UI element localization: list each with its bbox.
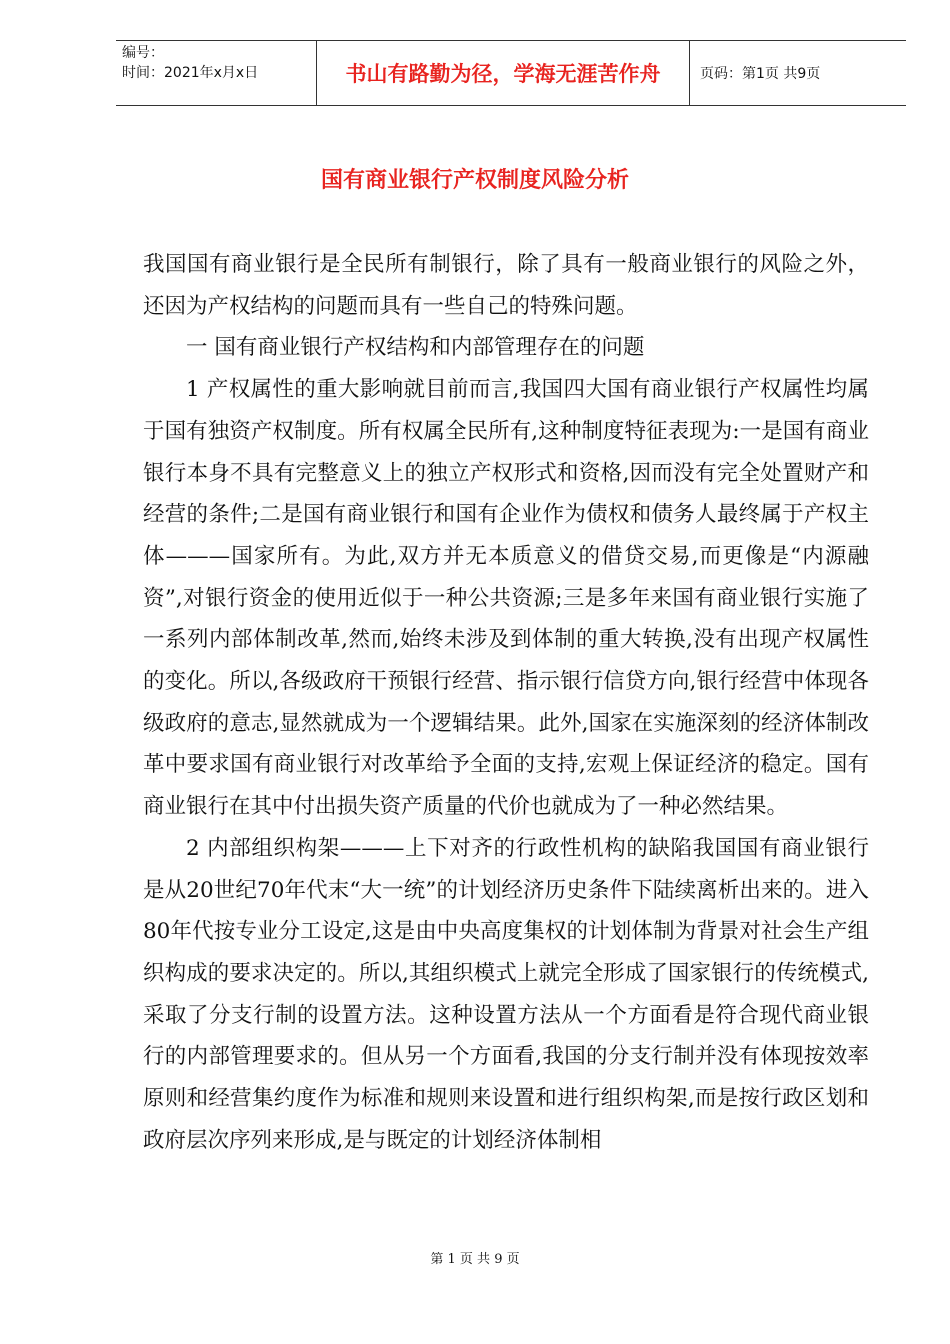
section-heading-1: 一 国有商业银行产权结构和内部管理存在的问题 (186, 335, 645, 361)
document-time-label: 时间：2021年x月x日 (122, 65, 259, 81)
page-footer: 第 1 页 共 9 页 (430, 1252, 520, 1267)
paragraph-2: 2 内部组织构架———上下对齐的行政性机构的缺陷我国国有商业银行是从20世纪70年代末“大一统”的计划经济历史条件下陆续离析出来的。进入80年代按专业分工设定,这是由中央高度集权的计划体制为背景对社会生产组织构成的要求决定的。所以,其组织模式上就完全形成了国家银行的传统模式,采取了分支行制的设置方法。这种设置方法从一个方面看是符合现代商业银行的内部管理要求的。但从另一个方面看,我国的分支行制并没有体现按效率原则和经营集约度作为标准和规则来设置和进行组织构架,而是按行政区划和政府层次序列来形成,是与既定的计划经济体制相 (143, 835, 869, 1153)
paragraph-1: 1 产权属性的重大影响就目前而言,我国四大国有商业银行产权属性均属于国有独资产权制度。所有权属全民所有,这种制度特征表现为:一是国有商业银行本身不具有完整意义上的独立产权形式和资格,因而没有完全处置财产和经营的条件;二是国有商业银行和国有企业作为债权和债务人最终属于产权主体———国家所有。为此,双方并无本质意义的借贷交易,而更像是“内源融资”,对银行资金的使用近似于一种公共资源;三是多年来国有商业银行实施了一系列内部体制改革,然而,始终未涉及到体制的重大转换,没有出现产权属性的变化。所以,各级政府干预银行经营、指示银行信贷方向,银行经营中体现各级政府的意志,显然就成为一个逻辑结果。此外,国家在实施深刻的经济体制改革中要求国有商业银行对改革给予全面的支持,宏观上保证经济的稳定。国有商业银行在其中付出损失资产质量的代价也就成为了一种必然结果。 (143, 377, 869, 820)
header-page-label: 页码：第1页 共9页 (700, 66, 821, 82)
document-body (143, 244, 869, 1161)
paragraph-intro: 我国国有商业银行是全民所有制银行，除了具有一般商业银行的风险之外，还因为产权结构的问题而具有一些自己的特殊问题。 (143, 252, 869, 319)
header-motto: 书山有路勤为径，学海无涯苦作舟 (316, 41, 690, 105)
page-header (116, 40, 906, 106)
document-title: 国有商业银行产权制度风险分析 (320, 168, 629, 193)
document-number-label: 编号： (122, 45, 164, 61)
header-meta (116, 41, 316, 105)
